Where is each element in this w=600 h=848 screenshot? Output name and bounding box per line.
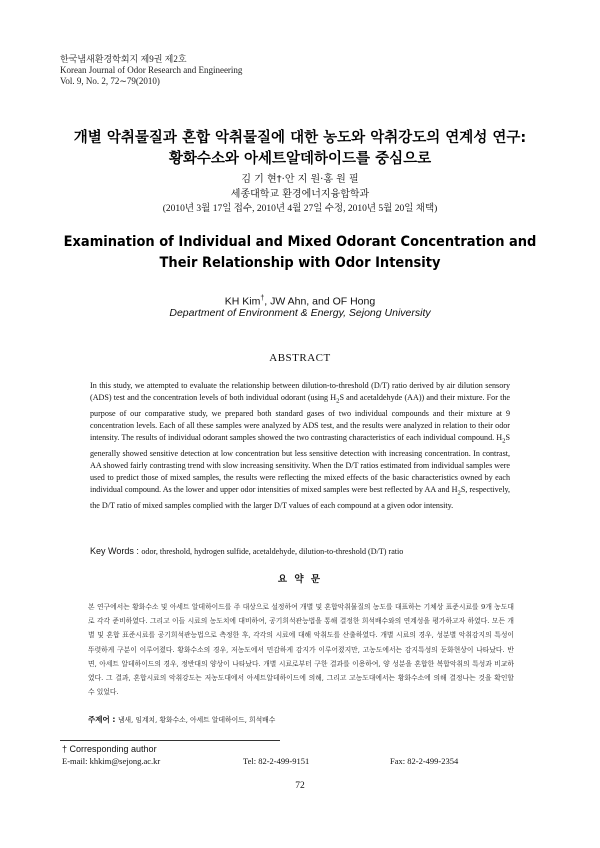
abstract-body (90, 380, 510, 512)
korean-keywords-text: 냄새, 임계치, 황화수소, 아세트 알데하이드, 희석배수 (117, 716, 276, 724)
keywords-label: Key Words : (90, 546, 142, 556)
corresponding-author-mark: † (260, 295, 265, 302)
contact-telephone: Tel: 82-2-499-9151 (243, 756, 310, 766)
page-number: 72 (295, 781, 305, 791)
abstract-text: S, respectively, the D/T ratio of mixed samples complied with the larger D/T values of each compound at a given odor intensity. (90, 484, 511, 510)
english-title-line-1: Examination of Individual and Mixed Odorant Concentration and (63, 234, 537, 250)
english-affiliation: Department of Environment & Energy, Sejong University (169, 307, 431, 319)
submission-dates: (2010년 3월 17일 접수, 2010년 4월 27일 수정, 2010년 5월 20일 채택) (162, 204, 438, 214)
subscript: 2 (336, 397, 340, 405)
journal-volume: Vol. 9, No. 2, 72∼79(2010) (60, 76, 160, 86)
journal-name-korean: 한국냄새환경학회지 제9권 제2호 (60, 54, 187, 64)
korean-summary-heading: 요 약 문 (277, 574, 323, 585)
abstract-text: S and acetaldehyde (AA)) and their mixture. For the purpose of our comparative study, we prepared both standard gases of two individual compounds and their mixture at 9 concentration levels. Each of all these samples were analyzed by ADS test, and the results were analyzed in relation to their odor intensity. The results of individual odorant samples showed the two contrasting characteristics of each individual compound. H (90, 393, 510, 442)
abstract-text: In this study, we attempted to evaluate the relationship between dilution-to-threshold (D/T) ratio derived by air dilution sensory (ADS) test and the concentration levels of both individual odorant (using H (90, 381, 510, 403)
english-title (58, 232, 542, 274)
korean-title (40, 128, 560, 170)
footnote-divider (60, 740, 280, 741)
subscript: 2 (502, 437, 506, 445)
abstract-text: S generally showed sensitive detection at low concentration but less sensitive detection with increasing concentration. In contrast, AA showed fairly contrasting trend with slow increasing sensitivity. When the D/T ratios estimated from individual samples were used to predict those of mixed samples, the results were reflecting the mixed effects of the basic characteristics owned by each individual compound. As the lower and upper odor intensities of mixed samples were best reflected by AA and H (90, 432, 510, 494)
korean-title-line-2: 황화수소와 아세트알데하이드를 중심으로 (168, 151, 432, 167)
korean-keywords (88, 714, 518, 726)
contact-fax: Fax: 82-2-499-2354 (390, 756, 459, 766)
abstract-heading: ABSTRACT (269, 352, 331, 364)
korean-summary-body: 본 연구에서는 황화수소 및 아세트 알데하이드를 주 대상으로 설정하여 개별 및 혼합악취물질의 농도를 대표하는 기체상 표준시료를 9개 농도대로 각각 준비하였다. 그리고 이들 시료의 농도치에 대비하여, 공기희석관능법을 통해 결정한 희석배수와의 연계성을 평가하고자 하였다. 모든 개별 및 혼합 표준시료를 공기희석관능법으로 측정한 후, 각각의 시료에 대해 악취도를 산출하였다. 개별 시료의 경우, 성분별 악취감지의 특성이 뚜렷하게 구분이 이루어졌다. 황화수소의 경우, 저농도에서 민감하게 감지가 이루어졌지만, 고농도에서는 감지특성의 둔화현상이 나타났다. 반면, 아세트 알데하이드의 경우, 정반대의 양상이 나타났다. 개별 시료로부터 구한 결과를 이용하여, 양 성분을 혼합한 복합악취의 특성과 비교하였다. 그 결과, 혼합시료의 악취강도는 저농도대에서 아세트알데하이드에 의해, 그리고 고농도대에서는 황화수소에 의해 결정나는 것을 확인할 수 있었다. (88, 603, 514, 697)
journal-header (60, 54, 242, 87)
korean-affiliation: 세종대학교 환경에너지융합학과 (230, 189, 370, 200)
english-keywords (90, 545, 520, 558)
keywords-text: odor, threshold, hydrogen sulfide, acetaldehyde, dilution-to-threshold (D/T) ratio (141, 547, 404, 556)
korean-authors: 김 기 현†·안 지 원·홍 원 필 (241, 174, 359, 185)
first-author-name: KH Kim (224, 295, 261, 308)
english-title-line-2: Their Relationship with Odor Intensity (159, 255, 441, 271)
korean-keywords-label: 주제어 : (88, 715, 118, 724)
journal-name-english: Korean Journal of Odor Research and Engineering (60, 65, 243, 75)
contact-email: E-mail: khkim@sejong.ac.kr (62, 756, 161, 766)
corresponding-author-note: † Corresponding author (62, 744, 157, 754)
subscript: 2 (457, 489, 461, 497)
other-authors: , JW Ahn, and OF Hong (264, 295, 376, 308)
korean-title-line-1: 개별 악취물질과 혼합 악취물질에 대한 농도와 악취강도의 연계성 연구: (73, 130, 527, 146)
